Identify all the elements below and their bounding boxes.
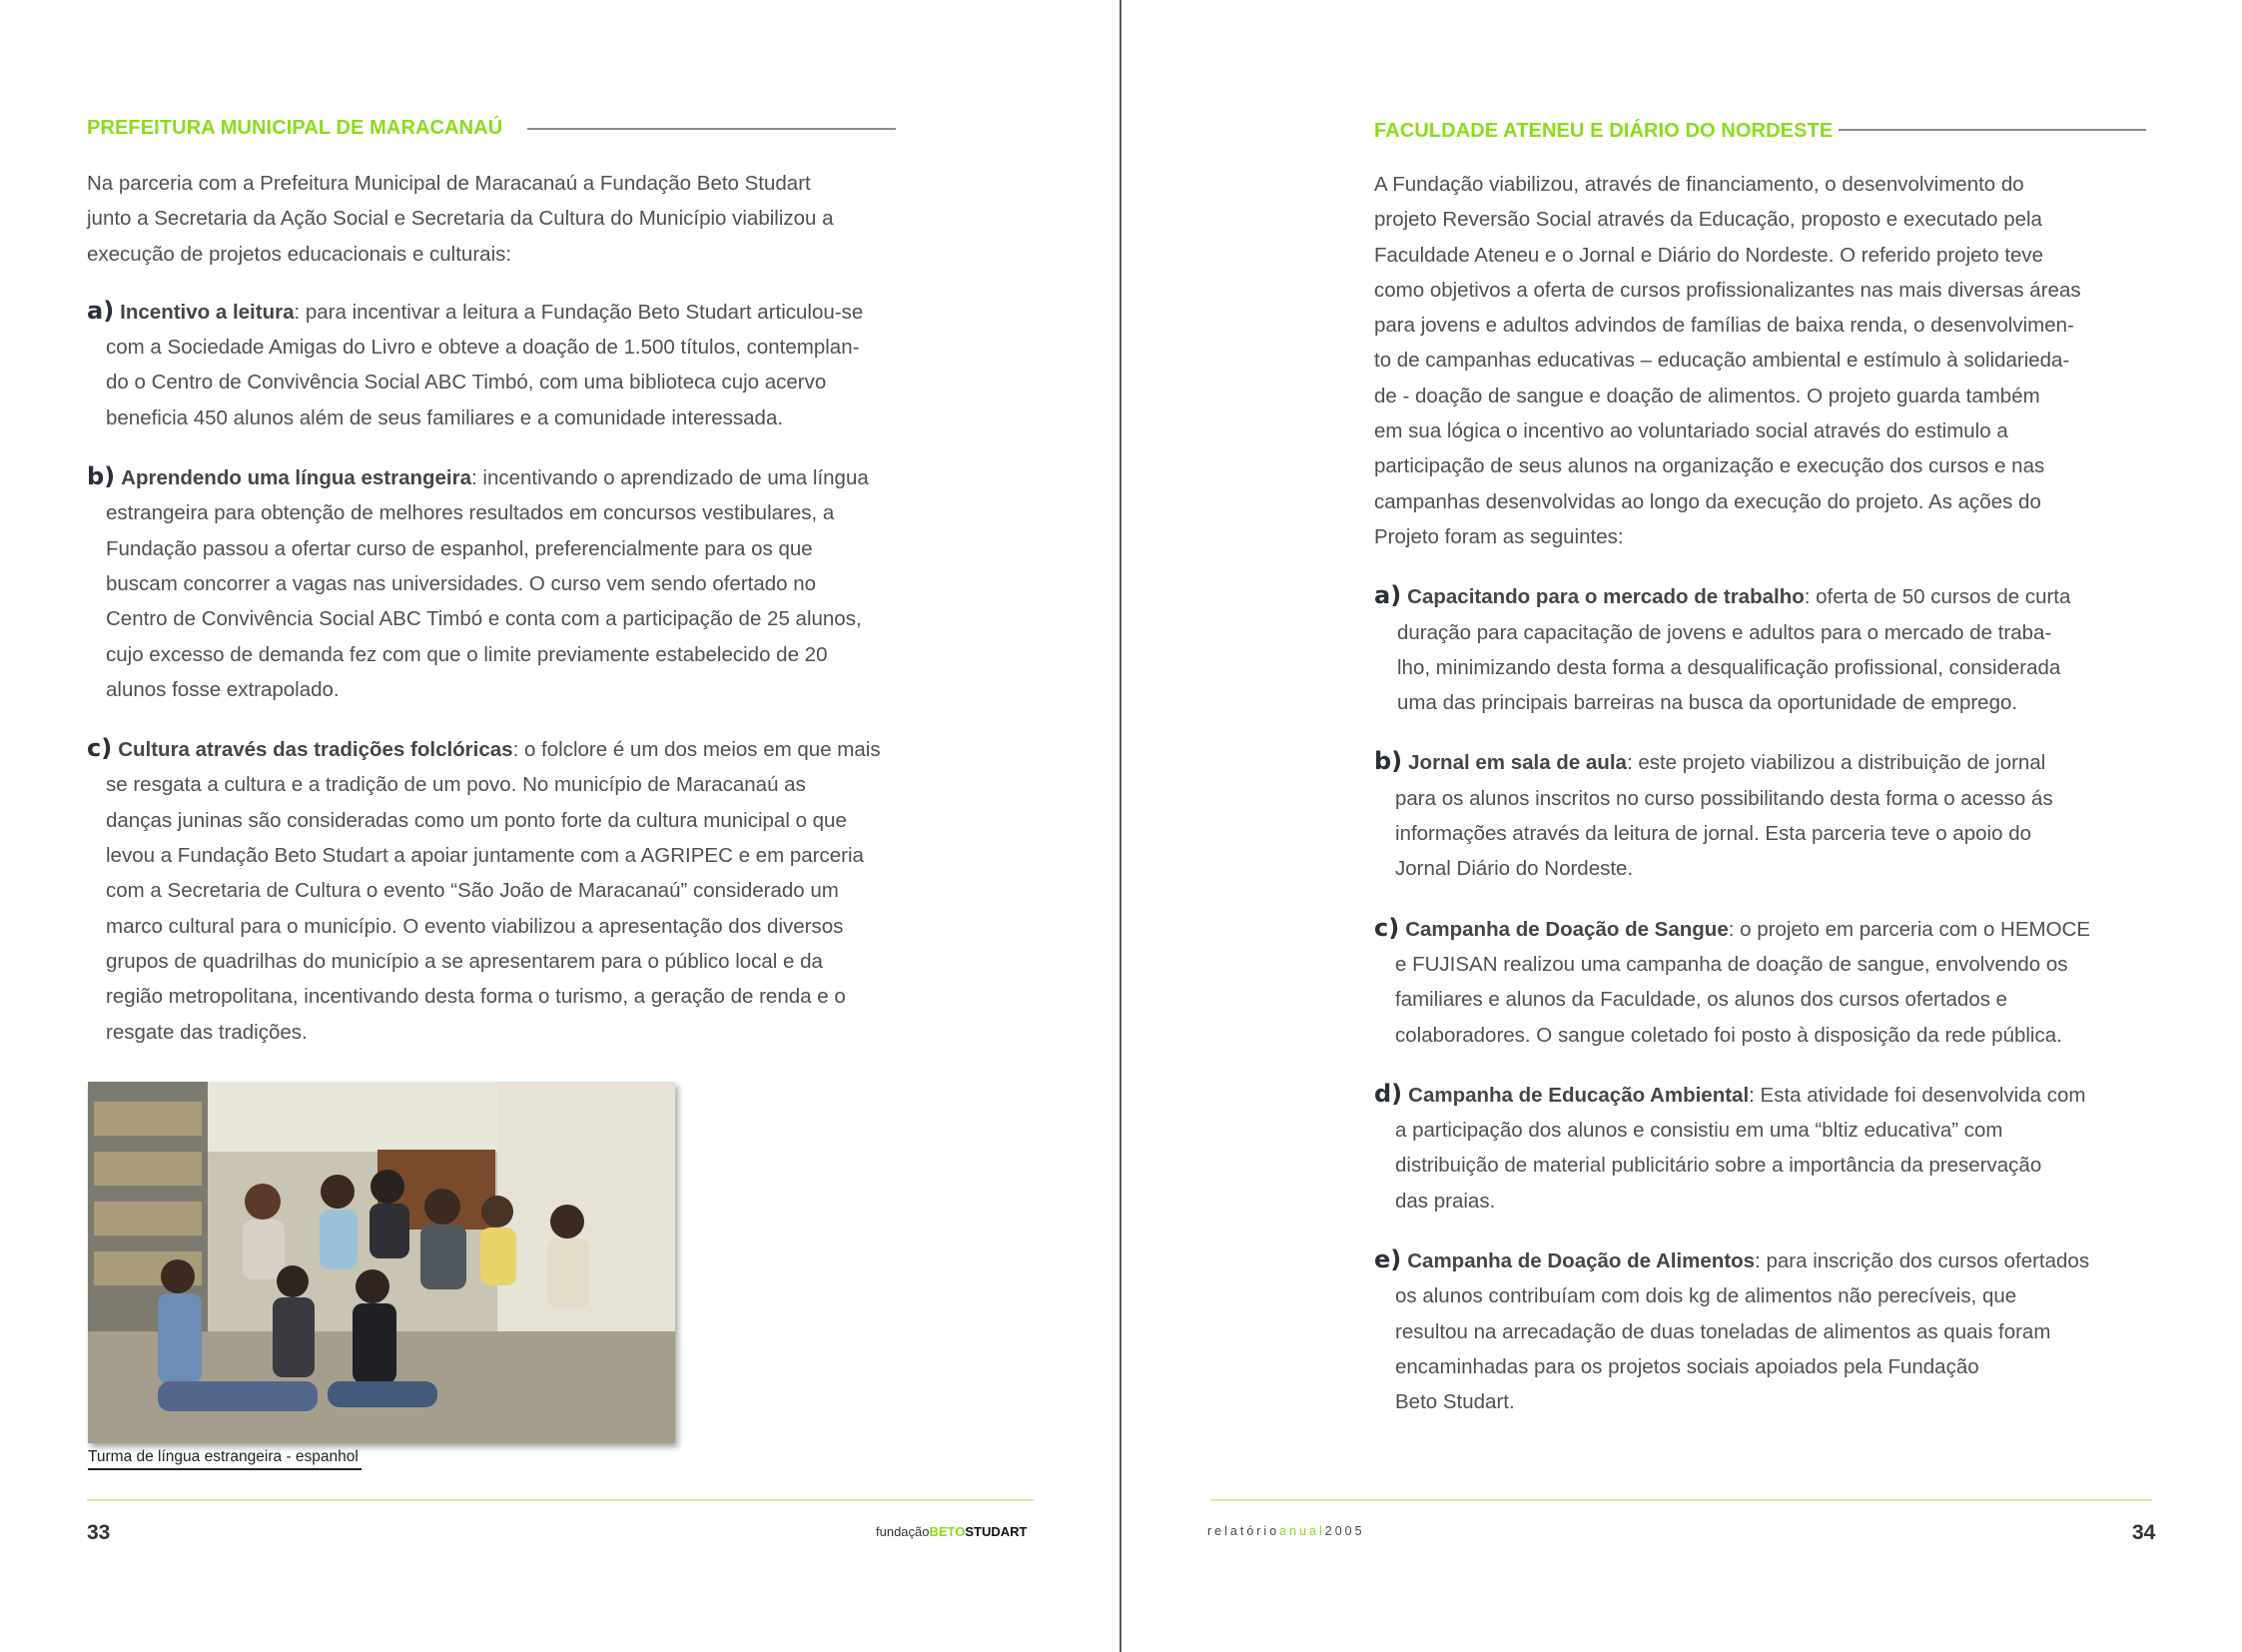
page-34	[1121, 0, 2242, 1652]
text-line: execução de projetos educacionais e culturais:	[87, 242, 512, 266]
text-line: : para incentivar a leitura a Fundação Beto Studart articulou-se	[294, 300, 864, 324]
item-title: Jornal em sala de aula	[1408, 751, 1627, 775]
text-line: : o projeto em parceria com o HEMOCE	[1728, 917, 2091, 941]
text-line: colaboradores. O sangue coletado foi posto à disposição da rede pública.	[1395, 1023, 2062, 1047]
text-line: do o Centro de Convivência Social ABC Timbó, com uma biblioteca cujo acervo	[106, 371, 827, 395]
report-highlight: anual	[1279, 1524, 1325, 1538]
item-marker: c)	[1374, 913, 1400, 942]
page-number: 33	[87, 1521, 111, 1544]
list-item	[87, 459, 946, 707]
heading-rule	[527, 128, 896, 130]
text-line: Fundação passou a ofertar curso de espanhol, preferencialmente para os que	[106, 536, 813, 560]
item-marker: e)	[1374, 1245, 1402, 1274]
page-number: 34	[2132, 1521, 2156, 1544]
text-line: com a Sociedade Amigas do Livro e obteve a doação de 1.500 títulos, contemplan-	[106, 336, 860, 360]
brand-highlight: BETO	[929, 1524, 966, 1539]
heading-rule	[1839, 129, 2146, 131]
item-marker: d)	[1374, 1079, 1403, 1108]
text-line: resultou na arrecadação de duas toneladas de alimentos as quais foram	[1395, 1319, 2051, 1343]
item-title: Cultura através das tradições folclóricas	[118, 738, 513, 762]
text-line: de - doação de sangue e doação de alimentos. O projeto guarda também	[1374, 384, 2040, 408]
body-text	[87, 166, 946, 1074]
brand-suffix: STUDART	[965, 1524, 1028, 1539]
text-line: distribuição de material publicitário sobre a importância da preservação	[1395, 1154, 2042, 1178]
brand-logo	[876, 1524, 1028, 1539]
item-title: Campanha de Doação de Alimentos	[1407, 1249, 1756, 1273]
text-line: : Esta atividade foi desenvolvida com	[1749, 1083, 2086, 1107]
item-title: Aprendendo uma língua estrangeira	[121, 466, 471, 490]
report-suffix: 2005	[1324, 1524, 1365, 1538]
report-prefix: relatório	[1207, 1524, 1280, 1538]
item-marker: a)	[1374, 581, 1402, 610]
text-line: Beto Studart.	[1395, 1390, 1515, 1414]
text-line: to de campanhas educativas – educação ambiental e estímulo à solidarieda-	[1374, 349, 2070, 373]
text-line: : incentivando o aprendizado de uma língua	[471, 466, 869, 490]
text-line: : este projeto viabilizou a distribuição de jornal	[1626, 751, 2046, 775]
section-heading: PREFEITURA MUNICIPAL DE MARACANAÚ	[87, 117, 503, 139]
text-line: familiares e alunos da Faculdade, os alunos dos cursos ofertados e	[1395, 988, 2008, 1012]
text-line: região metropolitana, incentivando desta forma o turismo, a geração de renda e o	[106, 985, 846, 1009]
text-line: participação de seus alunos na organização e execução dos cursos e nas	[1374, 454, 2045, 478]
item-marker: c)	[87, 734, 113, 763]
text-line: marco cultural para o município. O evento viabilizou a apresentação dos diversos	[106, 914, 844, 938]
list-item	[1374, 911, 2203, 1053]
text-line: duração para capacitação de jovens e adultos para o mercado de traba-	[1397, 620, 2052, 644]
item-marker: a)	[87, 296, 115, 325]
list-item	[1374, 1077, 2203, 1219]
list-item	[1374, 1242, 2203, 1419]
report-label	[1207, 1524, 1365, 1538]
text-line: resgate das tradições.	[106, 1020, 308, 1044]
class-photo	[88, 1082, 675, 1443]
text-line: cujo excesso de demanda fez com que o limite previamente estabelecido de 20	[106, 642, 828, 666]
list-item	[87, 731, 946, 1050]
brand-prefix: fundação	[876, 1524, 930, 1539]
intro-paragraph	[87, 166, 946, 272]
intro-paragraph	[1374, 167, 2203, 554]
item-title: Campanha de Doação de Sangue	[1405, 917, 1729, 941]
text-line: projeto Reversão Social através da Educação, proposto e executado pela	[1374, 208, 2042, 232]
footer-rule	[87, 1499, 1034, 1501]
text-line: e FUJISAN realizou uma campanha de doação de sangue, envolvendo os	[1395, 952, 2068, 976]
text-line: lho, minimizando desta forma a desqualificação profissional, considerada	[1397, 655, 2061, 679]
text-line: em sua lógica o incentivo ao voluntariado social através do estimulo a	[1374, 419, 2008, 443]
text-line: a participação dos alunos e consistiu em uma “bltiz educativa” com	[1395, 1119, 2003, 1143]
text-line: levou a Fundação Beto Studart a apoiar juntamente com a AGRIPEC e em parceria	[106, 844, 864, 868]
text-line: alunos fosse extrapolado.	[106, 677, 340, 701]
text-line: para jovens e adultos advindos de famílias de baixa renda, o desenvolvimen-	[1374, 314, 2074, 338]
text-line: Centro de Convivência Social ABC Timbó e conta com a participação de 25 alunos,	[106, 607, 862, 631]
item-title: Campanha de Educação Ambiental	[1408, 1083, 1750, 1107]
text-line: encaminhadas para os projetos sociais apoiados pela Fundação	[1395, 1354, 1979, 1378]
text-line: A Fundação viabilizou, através de financiamento, o desenvolvimento do	[1374, 173, 2024, 196]
text-line: informações através da leitura de jornal. Esta parceria teve o apoio do	[1395, 822, 2032, 846]
text-line: junto a Secretaria da Ação Social e Secretaria da Cultura do Município viabilizou a	[87, 207, 834, 231]
text-line: os alunos contribuíam com dois kg de alimentos não perecíveis, que	[1395, 1284, 2017, 1308]
text-line: uma das principais barreiras na busca da oportunidade de emprego.	[1397, 691, 2018, 715]
body-text	[1374, 167, 2203, 1444]
footer-rule	[1210, 1499, 2152, 1501]
text-line: campanhas desenvolvidas ao longo da execução do projeto. As ações do	[1374, 489, 2041, 513]
item-title: Capacitando para o mercado de trabalho	[1407, 585, 1805, 609]
text-line: com a Secretaria de Cultura o evento “São João de Maracanaú” considerado um	[106, 879, 839, 903]
text-line: Projeto foram as seguintes:	[1374, 524, 1624, 548]
item-title: Incentivo a leitura	[120, 300, 295, 324]
text-line: buscam concorrer a vagas nas universidades. O curso vem sendo ofertado no	[106, 571, 817, 595]
text-line: Na parceria com a Prefeitura Municipal de Maracanaú a Fundação Beto Studart	[87, 172, 811, 195]
text-line: Jornal Diário do Nordeste.	[1395, 857, 1634, 881]
list-item	[1374, 578, 2203, 720]
text-line: danças juninas são consideradas como um ponto forte da cultura municipal o que	[106, 808, 847, 832]
text-line: estrangeira para obtenção de melhores resultados em concursos vestibulares, a	[106, 501, 835, 525]
item-marker: b)	[87, 462, 116, 491]
text-line: como objetivos a oferta de cursos profissionalizantes nas mais diversas áreas	[1374, 278, 2081, 302]
text-line: das praias.	[1395, 1189, 1496, 1213]
photo-caption: Turma de língua estrangeira - espanhol	[88, 1448, 362, 1470]
list-item	[87, 294, 946, 435]
section-heading: FACULDADE ATENEU E DIÁRIO DO NORDESTE	[1374, 120, 1834, 142]
text-line: : oferta de 50 cursos de curta	[1804, 585, 2071, 609]
text-line: : para inscrição dos cursos ofertados	[1755, 1249, 2090, 1273]
list-item	[1374, 744, 2203, 886]
text-line: Faculdade Ateneu e o Jornal e Diário do Nordeste. O referido projeto teve	[1374, 243, 2044, 267]
text-line: beneficia 450 alunos além de seus familiares e a comunidade interessada.	[106, 406, 784, 429]
text-line: : o folclore é um dos meios em que mais	[512, 738, 881, 762]
text-line: grupos de quadrilhas do município a se apresentarem para o público local e da	[106, 949, 823, 973]
item-marker: b)	[1374, 747, 1403, 776]
text-line: se resgata a cultura e a tradição de um povo. No município de Maracanaú as	[106, 773, 806, 797]
text-line: para os alunos inscritos no curso possibilitando desta forma o acesso ás	[1395, 786, 2053, 810]
